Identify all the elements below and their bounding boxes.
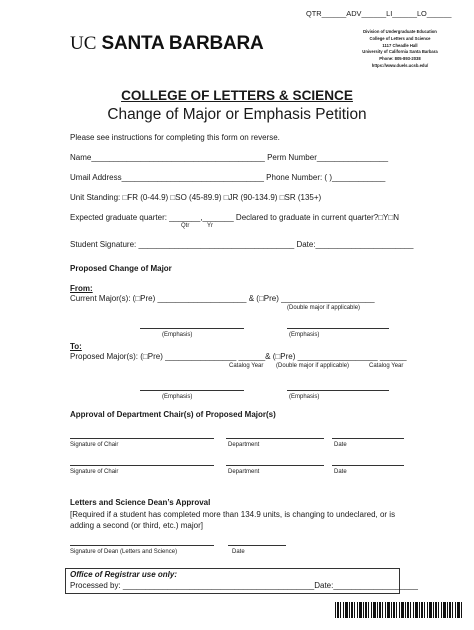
department-label-2: Department [228,469,260,475]
ucsb-logo [70,33,264,55]
proposed-major-field[interactable]: Proposed Major(s): (□Pre) ________________ ______& (□Pre) __________________ ______ [70,352,407,361]
chair-department-2-line[interactable] [226,465,324,466]
department-address [360,29,440,70]
umail-phone-field[interactable]: Umail Address________________________________ Phone Number: ( )____________ [70,173,386,182]
department-line-5: Phone: 805-893-2038 [379,56,421,62]
proposed-emphasis-1-line[interactable] [140,390,244,391]
form-title-college: COLLEGE OF LETTERS & SCIENCE [121,88,353,103]
barcode-image [335,602,463,618]
proposed-change-heading: Proposed Change of Major [70,264,172,273]
department-line-3: 1117 Cheadle Hall [382,42,418,48]
tracking-line: QTR______ADV______LI______LO______ [306,9,452,18]
emphasis-label-2: (Emphasis) [289,332,320,338]
chair-date-2-line[interactable] [332,465,404,466]
chair-signature-1-line[interactable] [70,438,214,439]
emphasis-label-3: (Emphasis) [162,394,193,400]
date-label-2: Date [334,469,347,475]
to-label: To: [70,342,82,351]
qtr-label: Qtr [181,223,190,229]
department-line-2: College of Letters and Science [369,35,431,41]
current-emphasis-1-line[interactable] [140,328,244,329]
department-line-6: https://www.duels.ucsb.edu/ [371,62,429,68]
dean-date-line[interactable] [228,545,286,546]
double-major-label-2: (Double major if applicable) [276,363,350,369]
from-label: From: [70,284,93,293]
form-title-petition: Change of Major or Emphasis Petition [107,106,367,123]
logo-uc: UC [70,33,97,54]
processed-by-field[interactable]: Processed by: ___________________________________________Date:___________________ [70,581,418,590]
emphasis-label-1: (Emphasis) [162,332,193,338]
department-line-4: University of California Santa Barbara [362,49,438,55]
chair-signature-2-line[interactable] [70,465,214,466]
catalog-year-label-1: Catalog Year [229,363,264,369]
chair-date-1-line[interactable] [332,438,404,439]
signature-of-chair-label-2: Signature of Chair [70,469,119,475]
registrar-heading: Office of Registrar use only: [70,570,177,579]
current-major-field[interactable]: Current Major(s): (□Pre) ____________________ & (□Pre) _____________________ [70,294,375,303]
dean-approval-heading: Letters and Science Dean’s Approval [70,498,211,507]
grad-quarter-field[interactable]: Expected graduate quarter: _______,_______ Declared to graduate in current quarter?□Y□N [70,213,399,222]
approval-heading: Approval of Department Chair(s) of Proposed Major(s) [70,410,276,419]
dean-signature-label: Signature of Dean (Letters and Science) [70,549,178,555]
dean-note-line-1: [Required if a student has completed more than 134.9 units, is changing to undeclared, or is [70,510,396,519]
emphasis-label-4: (Emphasis) [289,394,320,400]
department-label-1: Department [228,442,260,448]
chair-department-1-line[interactable] [226,438,324,439]
signature-of-chair-label-1: Signature of Chair [70,442,119,448]
department-line-1: Division of Undergraduate Education [363,29,437,34]
student-signature-field[interactable]: Student Signature: ___________________________________ Date:______________________ [70,240,414,249]
dean-signature-line[interactable] [70,545,214,546]
yr-label: Yr [207,223,213,229]
name-perm-field[interactable]: Name_______________________________________ Perm Number________________ [70,153,389,162]
double-major-label-1: (Double major if applicable) [287,305,361,311]
logo-name: SANTA BARBARA [101,33,264,54]
date-label-1: Date [334,442,347,448]
current-emphasis-2-line[interactable] [287,328,389,329]
proposed-emphasis-2-line[interactable] [287,390,389,391]
unit-standing-field[interactable]: Unit Standing: □FR (0-44.9) □SO (45-89.9) □JR (90-134.9) □SR (135+) [70,193,322,202]
catalog-year-label-2: Catalog Year [369,363,404,369]
instructions-text: Please see instructions for completing this form on reverse. [70,133,280,142]
dean-date-label: Date [232,549,245,555]
dean-note-line-2: adding a second (or third, etc.) major] [70,521,203,530]
